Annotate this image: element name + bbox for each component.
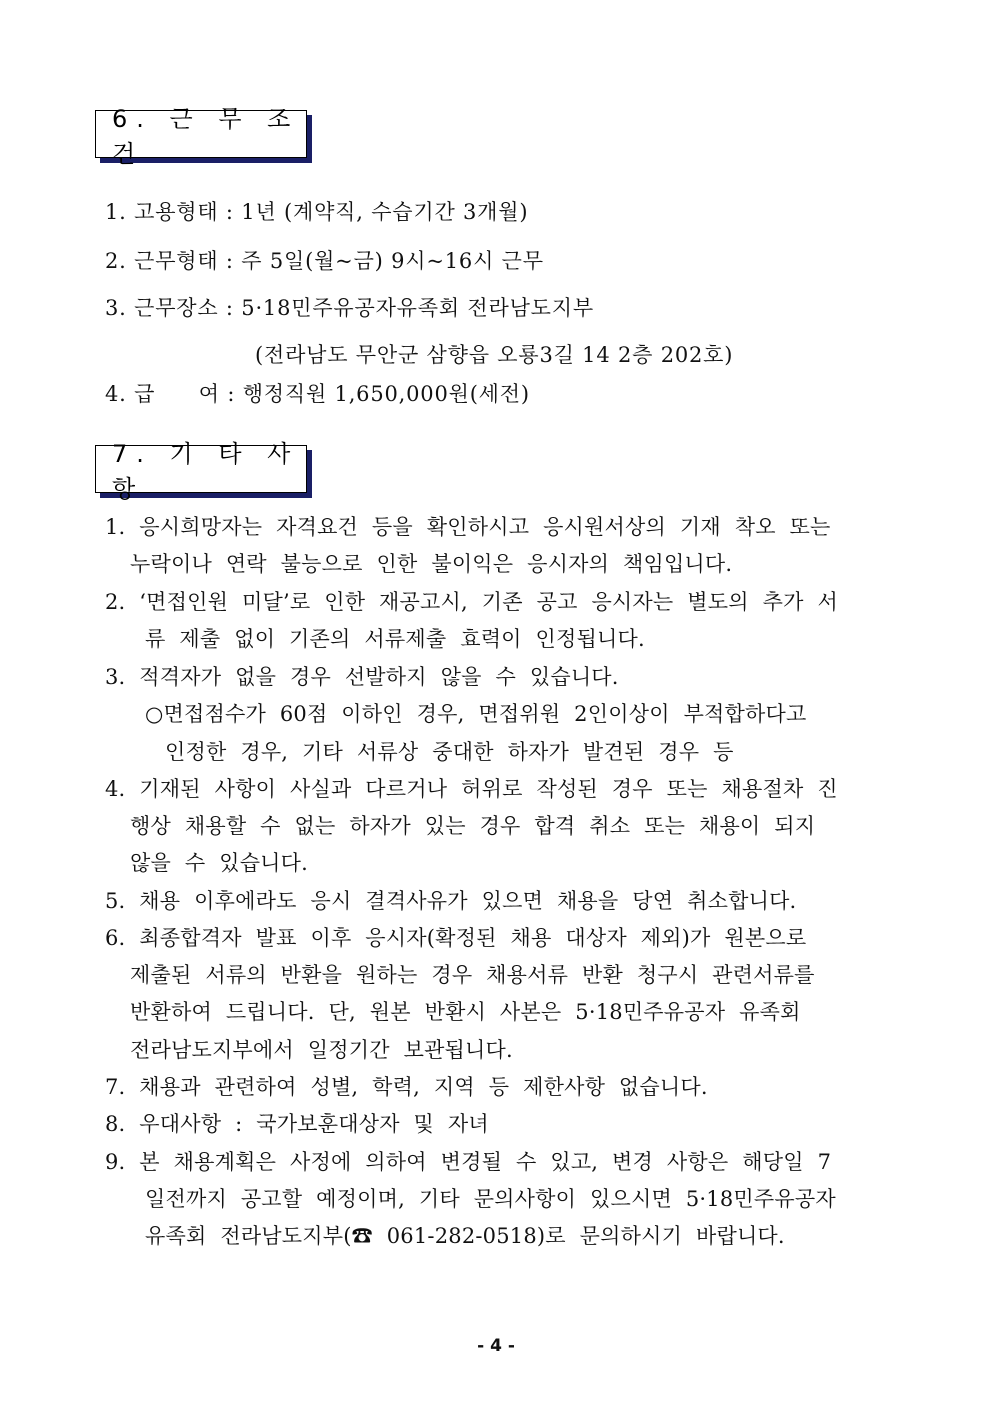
note-line: 5. 채용 이후에라도 응시 결격사유가 있으면 채용을 당연 취소합니다.	[105, 889, 797, 913]
condition-item-employment-type: 1. 고용형태 : 1년 (계약직, 수습기간 3개월)	[105, 200, 529, 224]
note-line: 류 제출 없이 기존의 서류제출 효력이 인정됩니다.	[145, 627, 645, 651]
note-line: 7. 채용과 관련하여 성별, 학력, 지역 등 제한사항 없습니다.	[105, 1075, 708, 1099]
note-line: 제출된 서류의 반환을 원하는 경우 채용서류 반환 청구시 관련서류를	[130, 963, 815, 987]
note-line: 9. 본 채용계획은 사정에 의하여 변경될 수 있고, 변경 사항은 해당일 7	[105, 1150, 832, 1174]
note-line: 8. 우대사항 : 국가보훈대상자 및 자녀	[105, 1112, 489, 1136]
note-line: 4. 기재된 사항이 사실과 다르거나 허위로 작성된 경우 또는 채용절차 진	[105, 777, 838, 801]
note-line: 누락이나 연락 불능으로 인한 불이익은 응시자의 책임입니다.	[130, 552, 733, 576]
page-number: - 4 -	[477, 1336, 515, 1356]
note-line: 2. ‘면접인원 미달’로 인한 재공고시, 기존 공고 응시자는 별도의 추가 서	[105, 590, 838, 614]
note-line: 일전까지 공고할 예정이며, 기타 문의사항이 있으시면 5·18민주유공자	[145, 1187, 836, 1211]
note-sub-line: 인정한 경우, 기타 서류상 중대한 하자가 발견된 경우 등	[165, 740, 734, 764]
note-line: 않을 수 있습니다.	[130, 851, 309, 875]
note-line: 행상 채용할 수 없는 하자가 있는 경우 합격 취소 또는 채용이 되지	[130, 814, 816, 838]
note-line: 전라남도지부에서 일정기간 보관됩니다.	[130, 1038, 513, 1062]
note-line: 유족회 전라남도지부(☎ 061-282-0518)로 문의하시기 바랍니다.	[145, 1224, 785, 1248]
condition-item-work-schedule: 2. 근무형태 : 주 5일(월~금) 9시~16시 근무	[105, 249, 544, 273]
note-line: 3. 적격자가 없을 경우 선발하지 않을 수 있습니다.	[105, 665, 619, 689]
section-7-heading: 7. 기 타 사 항	[95, 445, 307, 493]
condition-item-work-place-address: (전라남도 무안군 삼향읍 오룡3길 14 2층 202호)	[255, 343, 734, 367]
condition-item-salary: 4. 급 여 : 행정직원 1,650,000원(세전)	[105, 382, 530, 406]
section-6-heading: 6. 근 무 조 건	[95, 110, 307, 158]
note-sub-line: ○면접점수가 60점 이하인 경우, 면접위원 2인이상이 부적합하다고	[145, 702, 807, 726]
condition-item-work-place: 3. 근무장소 : 5·18민주유공자유족회 전라남도지부	[105, 296, 594, 320]
note-line: 1. 응시희망자는 자격요건 등을 확인하시고 응시원서상의 기재 착오 또는	[105, 515, 831, 539]
note-line: 반환하여 드립니다. 단, 원본 반환시 사본은 5·18민주유공자 유족회	[130, 1000, 801, 1024]
note-line: 6. 최종합격자 발표 이후 응시자(확정된 채용 대상자 제외)가 원본으로	[105, 926, 807, 950]
